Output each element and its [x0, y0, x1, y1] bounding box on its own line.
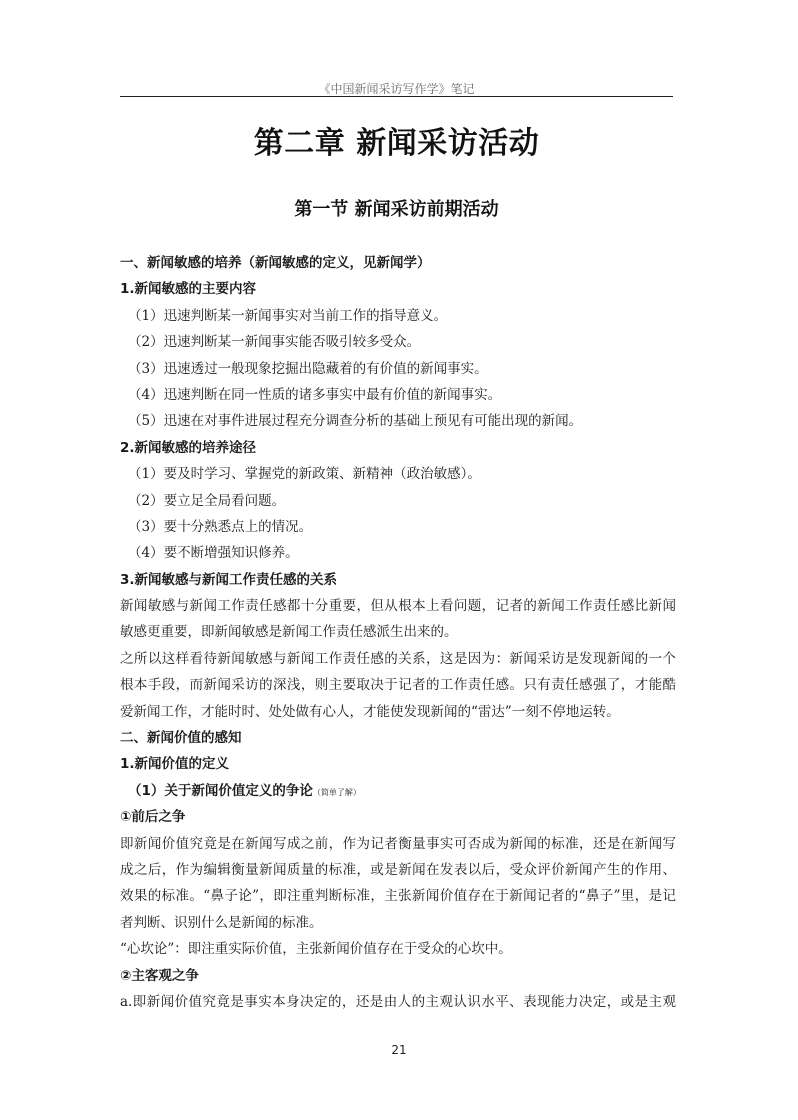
paragraph-line: 效果的标准。“鼻子论”，即注重判断标准，主张新闻价值存在于新闻记者的“鼻子”里，是记	[120, 888, 676, 905]
subheading-subjective-objective: ②主客观之争	[120, 967, 199, 984]
paragraph-line: 成之后，作为编辑衡量新闻质量的标准，或是新闻在发表以后，受众评价新闻产生的作用、	[120, 861, 676, 878]
heading-news-value: 二、新闻价值的感知	[120, 730, 242, 747]
list-item: （3）要十分熟悉点上的情况。	[128, 518, 313, 535]
page-number: 21	[391, 1043, 407, 1057]
paragraph-line: 者判断、识别什么是新闻的标准。	[120, 914, 323, 931]
list-item: （1）要及时学习、掌握党的新政策、新精神（政治敏感）。	[128, 466, 481, 483]
list-item-debate	[120, 778, 676, 804]
subheading-cultivation: 2.新闻敏感的培养途径	[120, 439, 257, 456]
paragraph-line: 之所以这样看待新闻敏感与新闻工作责任感的关系，这是因为：新闻采访是发现新闻的一个	[120, 650, 676, 667]
list-item: （4）迅速判断在同一性质的诸多事实中最有价值的新闻事实。	[128, 386, 502, 403]
chapter-title: 第二章 新闻采访活动	[253, 126, 540, 161]
header-rule	[120, 96, 673, 97]
paragraph-line: “心坎论”：即注重实际价值，主张新闻价值存在于受众的心坎中。	[120, 941, 512, 958]
subheading-relationship: 3.新闻敏感与新闻工作责任感的关系	[120, 571, 338, 588]
paragraph-line: 新闻敏感与新闻工作责任感都十分重要，但从根本上看问题，记者的新闻工作责任感比新闻	[120, 598, 676, 615]
list-item: （5）迅速在对事件进展过程充分调查分析的基础上预见有可能出现的新闻。	[128, 413, 583, 430]
heading-news-sensitivity: 一、新闻敏感的培养（新闻敏感的定义，见新闻学）	[120, 255, 431, 271]
running-header: 《中国新闻采访写作学》笔记	[318, 82, 475, 96]
list-item: （1）迅速判断某一新闻事实对当前工作的指导意义。	[128, 307, 448, 324]
paragraph-line: 敏感更重要，即新闻敏感是新闻工作责任感派生出来的。	[120, 624, 458, 641]
list-item: （2）迅速判断某一新闻事实能否吸引较多受众。	[128, 334, 421, 351]
section-title: 第一节 新闻采访前期活动	[294, 199, 499, 220]
paragraph-line: 根本手段，而新闻采访的深浅，则主要取决于记者的工作责任感。只有责任感强了，才能酷	[120, 677, 676, 694]
paragraph-line: 即新闻价值究竟是在新闻写成之前，作为记者衡量事实可否成为新闻的标准，还是在新闻写	[120, 835, 676, 852]
subheading-before-after: ①前后之争	[120, 809, 186, 826]
list-item: （2）要立足全局看问题。	[128, 492, 286, 509]
body-text	[120, 250, 676, 1015]
list-item: （4）要不断增强知识修养。	[128, 545, 299, 562]
debate-label: （1）关于新闻价值定义的争论	[128, 782, 313, 799]
subheading-definition: 1.新闻价值的定义	[120, 756, 230, 773]
debate-note: （简单了解）	[312, 787, 361, 797]
paragraph-line: a.即新闻价值究竟是事实本身决定的，还是由人的主观认识水平、表现能力决定，或是主观	[120, 993, 676, 1010]
subheading-main-content: 1.新闻敏感的主要内容	[120, 281, 257, 298]
list-item: （3）迅速透过一般现象挖掘出隐藏着的有价值的新闻事实。	[128, 360, 488, 377]
paragraph-line: 爱新闻工作，才能时时、处处做有心人，才能使发现新闻的“雷达”一刻不停地运转。	[120, 703, 620, 720]
